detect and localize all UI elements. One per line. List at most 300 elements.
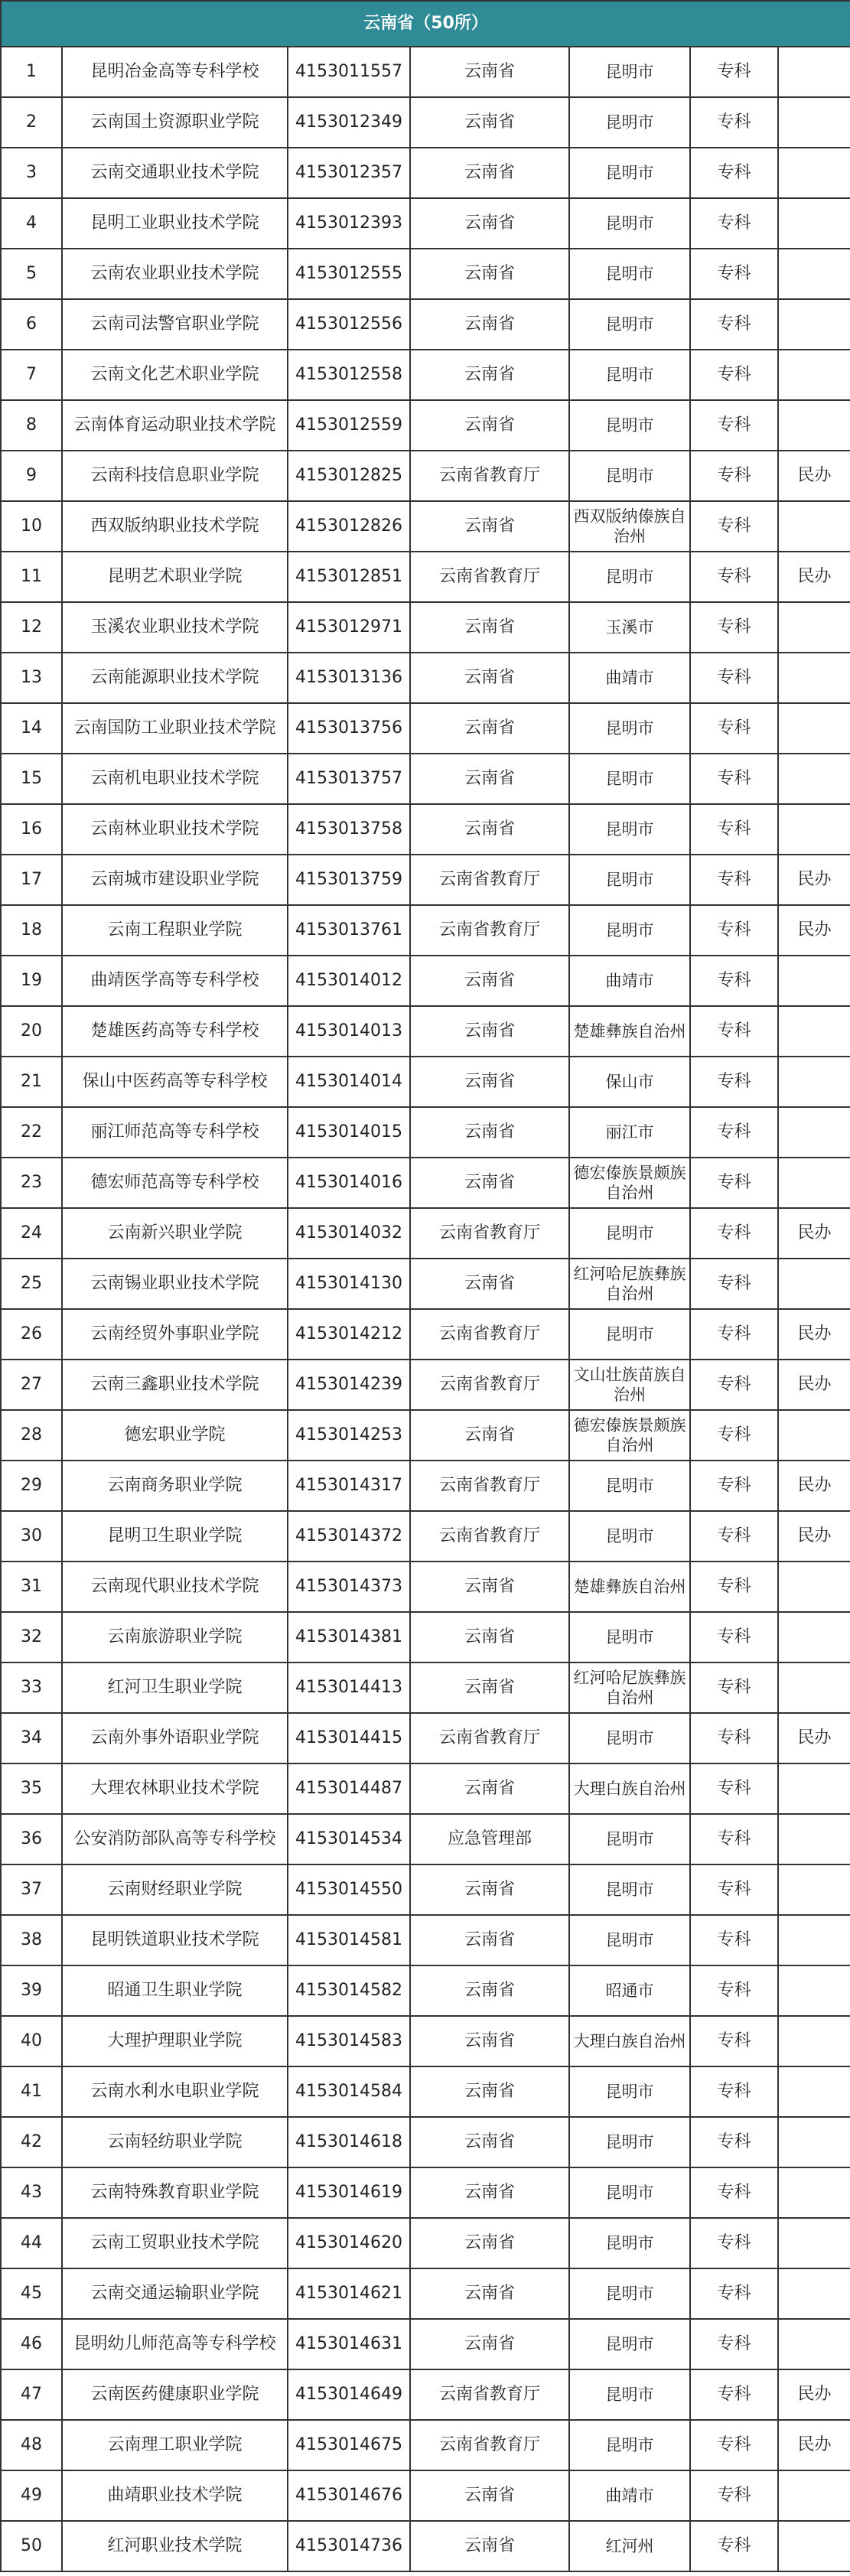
row-number-cell: 18 bbox=[1, 905, 62, 956]
level-cell: 专科 bbox=[690, 2167, 778, 2218]
row-number-cell: 24 bbox=[1, 1208, 62, 1259]
location-cell: 昆明市 bbox=[569, 1915, 690, 1965]
row-number-cell: 8 bbox=[1, 400, 62, 451]
authority-cell: 云南省 bbox=[410, 1864, 569, 1915]
school-name-cell: 红河卫生职业学院 bbox=[62, 1663, 288, 1713]
row-number-cell: 9 bbox=[1, 451, 62, 501]
school-code-cell: 4153013761 bbox=[288, 905, 410, 956]
authority-cell: 云南省教育厅 bbox=[410, 1511, 569, 1562]
location-cell: 昆明市 bbox=[569, 1814, 690, 1864]
table-row bbox=[1, 2268, 850, 2319]
row-number-cell: 28 bbox=[1, 1410, 62, 1461]
table-row bbox=[1, 1663, 850, 1713]
location-cell: 昆明市 bbox=[569, 2268, 690, 2319]
location-cell: 昆明市 bbox=[569, 451, 690, 501]
school-code-cell: 4153014317 bbox=[288, 1461, 410, 1511]
school-code-cell: 4153014618 bbox=[288, 2117, 410, 2167]
row-number-cell: 43 bbox=[1, 2167, 62, 2218]
authority-cell: 云南省 bbox=[410, 1663, 569, 1713]
table-row bbox=[1, 400, 850, 451]
table-row bbox=[1, 2016, 850, 2066]
school-name-cell: 昭通卫生职业学院 bbox=[62, 1965, 288, 2016]
note-cell bbox=[778, 400, 850, 451]
level-cell: 专科 bbox=[690, 1511, 778, 1562]
table-row bbox=[1, 1309, 850, 1360]
row-number-cell: 6 bbox=[1, 299, 62, 350]
authority-cell: 云南省 bbox=[410, 1612, 569, 1663]
level-cell: 专科 bbox=[690, 855, 778, 905]
row-number-cell: 25 bbox=[1, 1259, 62, 1309]
school-name-cell: 昆明冶金高等专科学校 bbox=[62, 47, 288, 97]
level-cell: 专科 bbox=[690, 249, 778, 299]
level-cell: 专科 bbox=[690, 1713, 778, 1763]
school-name-cell: 昆明艺术职业学院 bbox=[62, 552, 288, 602]
authority-cell: 云南省 bbox=[410, 956, 569, 1006]
table-row bbox=[1, 703, 850, 754]
level-cell: 专科 bbox=[690, 1208, 778, 1259]
level-cell: 专科 bbox=[690, 2420, 778, 2470]
row-number-cell: 39 bbox=[1, 1965, 62, 2016]
note-cell bbox=[778, 97, 850, 148]
note-cell bbox=[778, 703, 850, 754]
table-row bbox=[1, 1511, 850, 1562]
table-row bbox=[1, 1864, 850, 1915]
table-title: 云南省（50所） bbox=[1, 1, 850, 47]
authority-cell: 云南省 bbox=[410, 1915, 569, 1965]
school-name-cell: 玉溪农业职业技术学院 bbox=[62, 602, 288, 653]
level-cell: 专科 bbox=[690, 1915, 778, 1965]
level-cell: 专科 bbox=[690, 1562, 778, 1612]
level-cell: 专科 bbox=[690, 1461, 778, 1511]
level-cell: 专科 bbox=[690, 653, 778, 703]
authority-cell: 云南省 bbox=[410, 1410, 569, 1461]
table-row bbox=[1, 2066, 850, 2117]
row-number-cell: 12 bbox=[1, 602, 62, 653]
table-row bbox=[1, 97, 850, 148]
table-row bbox=[1, 1763, 850, 1814]
authority-cell: 云南省教育厅 bbox=[410, 1713, 569, 1763]
school-name-cell: 曲靖医学高等专科学校 bbox=[62, 956, 288, 1006]
school-code-cell: 4153014676 bbox=[288, 2470, 410, 2521]
row-number-cell: 34 bbox=[1, 1713, 62, 1763]
authority-cell: 云南省教育厅 bbox=[410, 855, 569, 905]
note-cell bbox=[778, 2319, 850, 2369]
school-name-cell: 云南林业职业技术学院 bbox=[62, 804, 288, 855]
row-number-cell: 29 bbox=[1, 1461, 62, 1511]
table-row bbox=[1, 249, 850, 299]
level-cell: 专科 bbox=[690, 2066, 778, 2117]
note-cell bbox=[778, 1006, 850, 1057]
location-cell: 西双版纳傣族自治州 bbox=[569, 501, 690, 552]
level-cell: 专科 bbox=[690, 1663, 778, 1713]
authority-cell: 云南省 bbox=[410, 602, 569, 653]
location-cell: 昆明市 bbox=[569, 1713, 690, 1763]
school-name-cell: 云南国土资源职业学院 bbox=[62, 97, 288, 148]
location-cell: 昆明市 bbox=[569, 2420, 690, 2470]
authority-cell: 应急管理部 bbox=[410, 1814, 569, 1864]
note-cell bbox=[778, 47, 850, 97]
table-row bbox=[1, 2117, 850, 2167]
row-number-cell: 27 bbox=[1, 1360, 62, 1410]
authority-cell: 云南省 bbox=[410, 653, 569, 703]
row-number-cell: 2 bbox=[1, 97, 62, 148]
school-code-cell: 4153013136 bbox=[288, 653, 410, 703]
table-row bbox=[1, 905, 850, 956]
location-cell: 昆明市 bbox=[569, 400, 690, 451]
location-cell: 曲靖市 bbox=[569, 653, 690, 703]
row-number-cell: 38 bbox=[1, 1915, 62, 1965]
school-code-cell: 4153014413 bbox=[288, 1663, 410, 1713]
row-number-cell: 48 bbox=[1, 2420, 62, 2470]
row-number-cell: 15 bbox=[1, 754, 62, 804]
location-cell: 红河哈尼族彝族自治州 bbox=[569, 1259, 690, 1309]
location-cell: 德宏傣族景颇族自治州 bbox=[569, 1158, 690, 1208]
level-cell: 专科 bbox=[690, 2218, 778, 2268]
row-number-cell: 41 bbox=[1, 2066, 62, 2117]
note-cell bbox=[778, 2218, 850, 2268]
authority-cell: 云南省教育厅 bbox=[410, 552, 569, 602]
location-cell: 德宏傣族景颇族自治州 bbox=[569, 1410, 690, 1461]
level-cell: 专科 bbox=[690, 703, 778, 754]
note-cell bbox=[778, 1864, 850, 1915]
level-cell: 专科 bbox=[690, 754, 778, 804]
location-cell: 昆明市 bbox=[569, 350, 690, 400]
school-code-cell: 4153014649 bbox=[288, 2369, 410, 2420]
table-row bbox=[1, 1713, 850, 1763]
note-cell bbox=[778, 2016, 850, 2066]
authority-cell: 云南省 bbox=[410, 2319, 569, 2369]
school-code-cell: 4153012851 bbox=[288, 552, 410, 602]
school-name-cell: 云南体育运动职业技术学院 bbox=[62, 400, 288, 451]
school-name-cell: 云南水利水电职业学院 bbox=[62, 2066, 288, 2117]
row-number-cell: 31 bbox=[1, 1562, 62, 1612]
note-cell: 民办 bbox=[778, 2369, 850, 2420]
location-cell: 昆明市 bbox=[569, 1309, 690, 1360]
location-cell: 昆明市 bbox=[569, 97, 690, 148]
location-cell: 昆明市 bbox=[569, 2117, 690, 2167]
row-number-cell: 26 bbox=[1, 1309, 62, 1360]
school-name-cell: 云南工贸职业技术学院 bbox=[62, 2218, 288, 2268]
school-name-cell: 云南新兴职业学院 bbox=[62, 1208, 288, 1259]
level-cell: 专科 bbox=[690, 1057, 778, 1107]
table-row bbox=[1, 1107, 850, 1158]
school-name-cell: 云南司法警官职业学院 bbox=[62, 299, 288, 350]
location-cell: 保山市 bbox=[569, 1057, 690, 1107]
table-row bbox=[1, 602, 850, 653]
authority-cell: 云南省教育厅 bbox=[410, 451, 569, 501]
school-name-cell: 云南财经职业学院 bbox=[62, 1864, 288, 1915]
row-number-cell: 42 bbox=[1, 2117, 62, 2167]
table-row bbox=[1, 1259, 850, 1309]
school-name-cell: 云南文化艺术职业学院 bbox=[62, 350, 288, 400]
location-cell: 昭通市 bbox=[569, 1965, 690, 2016]
school-name-cell: 云南旅游职业学院 bbox=[62, 1612, 288, 1663]
school-name-cell: 昆明铁道职业技术学院 bbox=[62, 1915, 288, 1965]
table-row bbox=[1, 804, 850, 855]
location-cell: 昆明市 bbox=[569, 299, 690, 350]
school-name-cell: 云南城市建设职业学院 bbox=[62, 855, 288, 905]
level-cell: 专科 bbox=[690, 804, 778, 855]
school-code-cell: 4153014631 bbox=[288, 2319, 410, 2369]
school-code-cell: 4153012826 bbox=[288, 501, 410, 552]
school-code-cell: 4153014015 bbox=[288, 1107, 410, 1158]
authority-cell: 云南省 bbox=[410, 501, 569, 552]
authority-cell: 云南省 bbox=[410, 1763, 569, 1814]
school-name-cell: 云南医药健康职业学院 bbox=[62, 2369, 288, 2420]
note-cell: 民办 bbox=[778, 451, 850, 501]
table-row bbox=[1, 1057, 850, 1107]
row-number-cell: 46 bbox=[1, 2319, 62, 2369]
school-code-cell: 4153014016 bbox=[288, 1158, 410, 1208]
row-number-cell: 44 bbox=[1, 2218, 62, 2268]
school-name-cell: 昆明卫生职业学院 bbox=[62, 1511, 288, 1562]
school-code-cell: 4153014620 bbox=[288, 2218, 410, 2268]
table-row bbox=[1, 1612, 850, 1663]
school-name-cell: 楚雄医药高等专科学校 bbox=[62, 1006, 288, 1057]
location-cell: 昆明市 bbox=[569, 1511, 690, 1562]
authority-cell: 云南省 bbox=[410, 1965, 569, 2016]
school-name-cell: 云南理工职业学院 bbox=[62, 2420, 288, 2470]
school-name-cell: 云南商务职业学院 bbox=[62, 1461, 288, 1511]
location-cell: 昆明市 bbox=[569, 2167, 690, 2218]
note-cell: 民办 bbox=[778, 1208, 850, 1259]
location-cell: 昆明市 bbox=[569, 855, 690, 905]
note-cell bbox=[778, 754, 850, 804]
location-cell: 楚雄彝族自治州 bbox=[569, 1562, 690, 1612]
row-number-cell: 10 bbox=[1, 501, 62, 552]
school-code-cell: 4153014581 bbox=[288, 1915, 410, 1965]
school-name-cell: 云南交通职业技术学院 bbox=[62, 148, 288, 198]
note-cell bbox=[778, 148, 850, 198]
school-code-cell: 4153014373 bbox=[288, 1562, 410, 1612]
level-cell: 专科 bbox=[690, 451, 778, 501]
table-row bbox=[1, 1562, 850, 1612]
school-name-cell: 德宏师范高等专科学校 bbox=[62, 1158, 288, 1208]
authority-cell: 云南省 bbox=[410, 2470, 569, 2521]
location-cell: 昆明市 bbox=[569, 2369, 690, 2420]
school-code-cell: 4153014381 bbox=[288, 1612, 410, 1663]
level-cell: 专科 bbox=[690, 2470, 778, 2521]
school-code-cell: 4153013757 bbox=[288, 754, 410, 804]
note-cell: 民办 bbox=[778, 1511, 850, 1562]
note-cell bbox=[778, 249, 850, 299]
row-number-cell: 7 bbox=[1, 350, 62, 400]
level-cell: 专科 bbox=[690, 2369, 778, 2420]
level-cell: 专科 bbox=[690, 1965, 778, 2016]
authority-cell: 云南省 bbox=[410, 2016, 569, 2066]
location-cell: 大理白族自治州 bbox=[569, 1763, 690, 1814]
location-cell: 昆明市 bbox=[569, 148, 690, 198]
authority-cell: 云南省 bbox=[410, 703, 569, 754]
row-number-cell: 20 bbox=[1, 1006, 62, 1057]
location-cell: 丽江市 bbox=[569, 1107, 690, 1158]
authority-cell: 云南省 bbox=[410, 400, 569, 451]
school-code-cell: 4153013758 bbox=[288, 804, 410, 855]
row-number-cell: 19 bbox=[1, 956, 62, 1006]
level-cell: 专科 bbox=[690, 299, 778, 350]
authority-cell: 云南省 bbox=[410, 47, 569, 97]
location-cell: 昆明市 bbox=[569, 703, 690, 754]
school-code-cell: 4153012556 bbox=[288, 299, 410, 350]
level-cell: 专科 bbox=[690, 350, 778, 400]
level-cell: 专科 bbox=[690, 1864, 778, 1915]
location-cell: 昆明市 bbox=[569, 1864, 690, 1915]
school-code-cell: 4153014212 bbox=[288, 1309, 410, 1360]
level-cell: 专科 bbox=[690, 1612, 778, 1663]
school-code-cell: 4153014372 bbox=[288, 1511, 410, 1562]
table-row bbox=[1, 299, 850, 350]
school-name-cell: 红河职业技术学院 bbox=[62, 2521, 288, 2571]
level-cell: 专科 bbox=[690, 501, 778, 552]
level-cell: 专科 bbox=[690, 602, 778, 653]
level-cell: 专科 bbox=[690, 148, 778, 198]
level-cell: 专科 bbox=[690, 1259, 778, 1309]
authority-cell: 云南省 bbox=[410, 1259, 569, 1309]
authority-cell: 云南省 bbox=[410, 2117, 569, 2167]
school-code-cell: 4153014253 bbox=[288, 1410, 410, 1461]
authority-cell: 云南省 bbox=[410, 198, 569, 249]
school-code-cell: 4153014487 bbox=[288, 1763, 410, 1814]
school-code-cell: 4153012349 bbox=[288, 97, 410, 148]
row-number-cell: 36 bbox=[1, 1814, 62, 1864]
row-number-cell: 4 bbox=[1, 198, 62, 249]
note-cell bbox=[778, 1612, 850, 1663]
authority-cell: 云南省 bbox=[410, 299, 569, 350]
location-cell: 昆明市 bbox=[569, 2066, 690, 2117]
school-code-cell: 4153014621 bbox=[288, 2268, 410, 2319]
location-cell: 曲靖市 bbox=[569, 956, 690, 1006]
table-row bbox=[1, 2521, 850, 2571]
note-cell bbox=[778, 2521, 850, 2571]
row-number-cell: 5 bbox=[1, 249, 62, 299]
school-name-cell: 公安消防部队高等专科学校 bbox=[62, 1814, 288, 1864]
row-number-cell: 32 bbox=[1, 1612, 62, 1663]
row-number-cell: 14 bbox=[1, 703, 62, 754]
location-cell: 大理白族自治州 bbox=[569, 2016, 690, 2066]
authority-cell: 云南省 bbox=[410, 249, 569, 299]
authority-cell: 云南省 bbox=[410, 1158, 569, 1208]
row-number-cell: 47 bbox=[1, 2369, 62, 2420]
school-name-cell: 云南工程职业学院 bbox=[62, 905, 288, 956]
table-row bbox=[1, 1461, 850, 1511]
row-number-cell: 17 bbox=[1, 855, 62, 905]
level-cell: 专科 bbox=[690, 400, 778, 451]
note-cell bbox=[778, 2167, 850, 2218]
school-name-cell: 云南科技信息职业学院 bbox=[62, 451, 288, 501]
school-name-cell: 云南外事外语职业学院 bbox=[62, 1713, 288, 1763]
location-cell: 昆明市 bbox=[569, 754, 690, 804]
level-cell: 专科 bbox=[690, 552, 778, 602]
school-name-cell: 云南特殊教育职业学院 bbox=[62, 2167, 288, 2218]
level-cell: 专科 bbox=[690, 1006, 778, 1057]
school-code-cell: 4153014032 bbox=[288, 1208, 410, 1259]
note-cell: 民办 bbox=[778, 552, 850, 602]
note-cell bbox=[778, 1562, 850, 1612]
note-cell bbox=[778, 1057, 850, 1107]
school-code-cell: 4153012559 bbox=[288, 400, 410, 451]
note-cell bbox=[778, 1663, 850, 1713]
table-title-row bbox=[1, 1, 850, 47]
school-code-cell: 4153014130 bbox=[288, 1259, 410, 1309]
location-cell: 昆明市 bbox=[569, 198, 690, 249]
school-code-cell: 4153012558 bbox=[288, 350, 410, 400]
table-row bbox=[1, 2369, 850, 2420]
table-row bbox=[1, 47, 850, 97]
location-cell: 昆明市 bbox=[569, 1208, 690, 1259]
school-name-cell: 云南现代职业技术学院 bbox=[62, 1562, 288, 1612]
authority-cell: 云南省教育厅 bbox=[410, 905, 569, 956]
authority-cell: 云南省 bbox=[410, 2167, 569, 2218]
location-cell: 红河哈尼族彝族自治州 bbox=[569, 1663, 690, 1713]
school-name-cell: 丽江师范高等专科学校 bbox=[62, 1107, 288, 1158]
table-row bbox=[1, 1208, 850, 1259]
row-number-cell: 13 bbox=[1, 653, 62, 703]
authority-cell: 云南省教育厅 bbox=[410, 1309, 569, 1360]
row-number-cell: 16 bbox=[1, 804, 62, 855]
school-code-cell: 4153014012 bbox=[288, 956, 410, 1006]
note-cell bbox=[778, 1915, 850, 1965]
note-cell bbox=[778, 1259, 850, 1309]
school-name-cell: 德宏职业学院 bbox=[62, 1410, 288, 1461]
location-cell: 昆明市 bbox=[569, 1612, 690, 1663]
level-cell: 专科 bbox=[690, 1814, 778, 1864]
table-row bbox=[1, 2420, 850, 2470]
note-cell bbox=[778, 653, 850, 703]
school-code-cell: 4153012971 bbox=[288, 602, 410, 653]
note-cell: 民办 bbox=[778, 1309, 850, 1360]
note-cell bbox=[778, 2268, 850, 2319]
row-number-cell: 37 bbox=[1, 1864, 62, 1915]
table-row bbox=[1, 2218, 850, 2268]
table-row bbox=[1, 1965, 850, 2016]
table-row bbox=[1, 2167, 850, 2218]
authority-cell: 云南省教育厅 bbox=[410, 1360, 569, 1410]
school-name-cell: 云南经贸外事职业学院 bbox=[62, 1309, 288, 1360]
table-row bbox=[1, 1006, 850, 1057]
level-cell: 专科 bbox=[690, 2117, 778, 2167]
level-cell: 专科 bbox=[690, 1158, 778, 1208]
note-cell bbox=[778, 350, 850, 400]
note-cell: 民办 bbox=[778, 1713, 850, 1763]
table-row bbox=[1, 2319, 850, 2369]
school-name-cell: 云南交通运输职业学院 bbox=[62, 2268, 288, 2319]
level-cell: 专科 bbox=[690, 2319, 778, 2369]
authority-cell: 云南省 bbox=[410, 97, 569, 148]
table-row bbox=[1, 501, 850, 552]
table-row bbox=[1, 148, 850, 198]
row-number-cell: 35 bbox=[1, 1763, 62, 1814]
authority-cell: 云南省教育厅 bbox=[410, 2369, 569, 2420]
school-name-cell: 云南锡业职业技术学院 bbox=[62, 1259, 288, 1309]
school-name-cell: 云南三鑫职业技术学院 bbox=[62, 1360, 288, 1410]
level-cell: 专科 bbox=[690, 1309, 778, 1360]
authority-cell: 云南省 bbox=[410, 1057, 569, 1107]
school-name-cell: 保山中医药高等专科学校 bbox=[62, 1057, 288, 1107]
row-number-cell: 22 bbox=[1, 1107, 62, 1158]
school-name-cell: 云南农业职业技术学院 bbox=[62, 249, 288, 299]
note-cell bbox=[778, 804, 850, 855]
level-cell: 专科 bbox=[690, 2268, 778, 2319]
school-code-cell: 4153012393 bbox=[288, 198, 410, 249]
note-cell bbox=[778, 1763, 850, 1814]
authority-cell: 云南省 bbox=[410, 2218, 569, 2268]
location-cell: 文山壮族苗族自治州 bbox=[569, 1360, 690, 1410]
note-cell bbox=[778, 602, 850, 653]
row-number-cell: 40 bbox=[1, 2016, 62, 2066]
note-cell bbox=[778, 1814, 850, 1864]
school-name-cell: 昆明幼儿师范高等专科学校 bbox=[62, 2319, 288, 2369]
authority-cell: 云南省 bbox=[410, 2066, 569, 2117]
